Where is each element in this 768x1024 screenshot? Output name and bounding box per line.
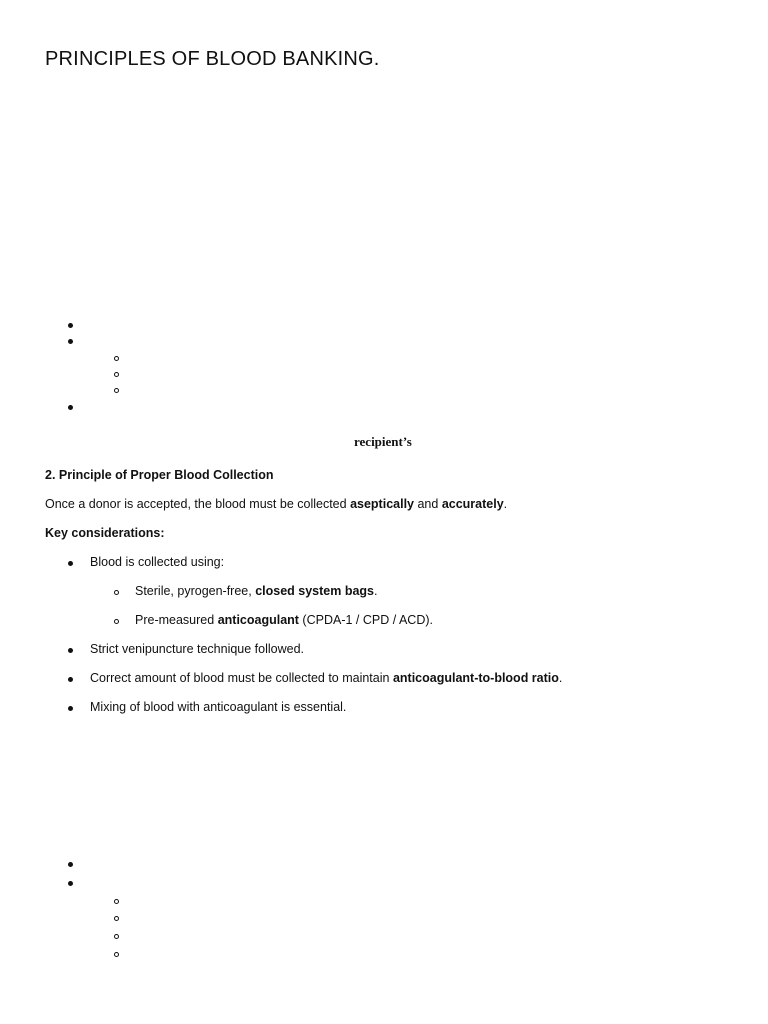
sub-item-bold: closed system bags xyxy=(255,584,375,598)
list-item: Strict venipuncture technique followed. xyxy=(90,642,305,656)
sub-item-text: . xyxy=(374,584,378,598)
empty-bullet xyxy=(68,881,73,886)
empty-bullet xyxy=(68,323,73,328)
intro-text: . xyxy=(503,497,508,511)
intro-text: Once a donor is accepted, the blood must be collected xyxy=(45,497,351,511)
empty-bullet xyxy=(68,862,73,867)
sub-item-bold: anticoagulant xyxy=(217,613,299,627)
sub-item-text: Sterile, pyrogen-free, xyxy=(135,584,256,598)
empty-sub-bullet xyxy=(114,952,119,957)
list-item: Blood is collected using: xyxy=(90,555,225,569)
sub-bullet xyxy=(114,619,119,624)
empty-sub-bullet xyxy=(114,899,119,904)
section-heading: 2. Principle of Proper Blood Collection xyxy=(45,468,274,482)
list-item: Mixing of blood with anticoagulant is essential. xyxy=(90,700,347,714)
sub-list-item xyxy=(135,613,433,627)
list-bullet xyxy=(68,706,73,711)
empty-bullet xyxy=(68,405,73,410)
sub-list-item xyxy=(135,584,378,598)
floating-word: recipient’s xyxy=(354,434,412,449)
list-item xyxy=(90,671,562,685)
intro-text: and xyxy=(414,497,442,511)
sub-bullet xyxy=(114,590,119,595)
empty-sub-bullet xyxy=(114,916,119,921)
intro-bold-accurately: accurately xyxy=(441,497,504,511)
key-considerations-label: Key considerations: xyxy=(45,526,165,540)
list-bullet xyxy=(68,648,73,653)
sub-item-text: (CPDA-1 / CPD / ACD). xyxy=(298,613,433,627)
item-bold: anticoagulant-to-blood ratio xyxy=(392,671,559,685)
empty-sub-bullet xyxy=(114,356,119,361)
list-bullet xyxy=(68,677,73,682)
sub-item-text: Pre-measured xyxy=(135,613,218,627)
intro-paragraph xyxy=(45,497,507,511)
page-title: PRINCIPLES OF BLOOD BANKING. xyxy=(45,48,380,70)
item-text: Correct amount of blood must be collected to maintain xyxy=(90,671,393,685)
intro-bold-aseptically: aseptically xyxy=(350,497,414,511)
item-text: . xyxy=(558,671,563,685)
empty-sub-bullet xyxy=(114,388,119,393)
empty-sub-bullet xyxy=(114,934,119,939)
list-bullet xyxy=(68,561,73,566)
empty-sub-bullet xyxy=(114,372,119,377)
empty-bullet xyxy=(68,339,73,344)
